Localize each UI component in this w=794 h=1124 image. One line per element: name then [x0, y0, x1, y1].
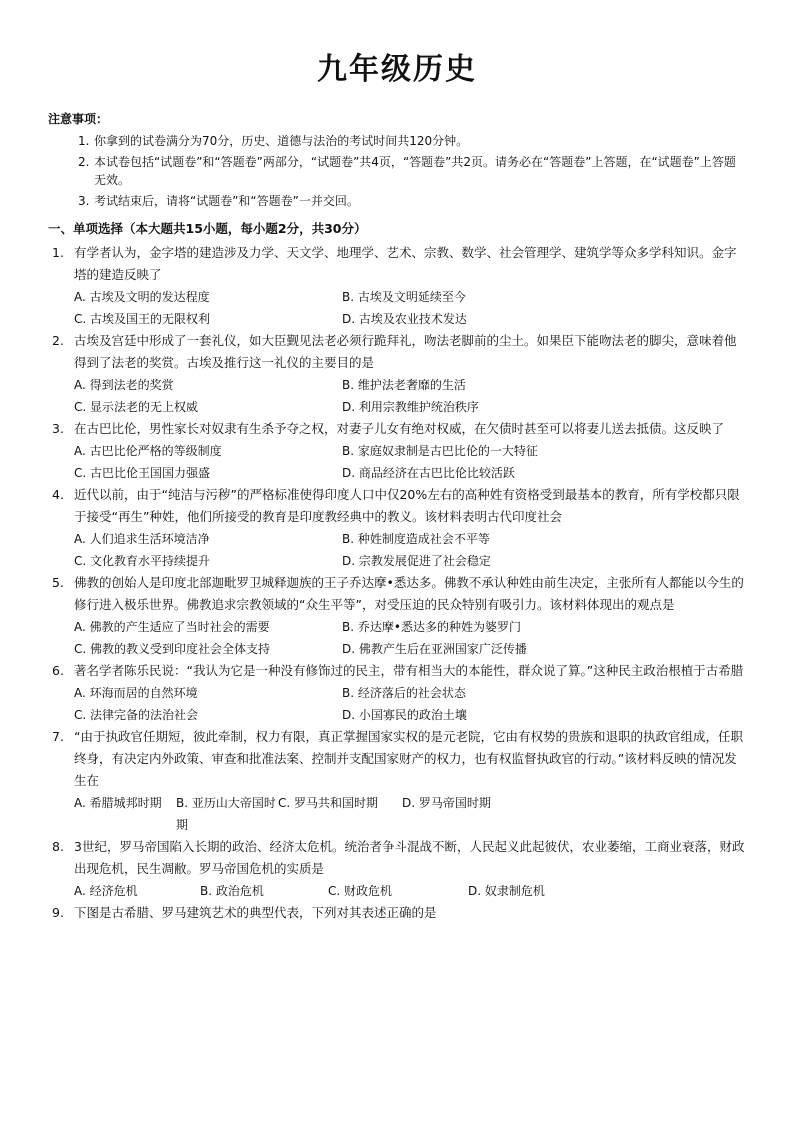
option-list [48, 616, 746, 660]
notice-item [48, 132, 746, 150]
question-stem [48, 484, 746, 528]
option-b: B. 种姓制度造成社会不平等 [342, 532, 490, 546]
option-d: D. 利用宗教维护统治秩序 [342, 400, 479, 414]
option-c: C. 罗马共和国时期 [278, 796, 379, 810]
option-a: A. 人们追求生活环境洁净 [74, 532, 210, 546]
option-b: B. 维护法老奢靡的生活 [342, 378, 466, 392]
question-number: 7. [52, 729, 64, 744]
option-a: A. 佛教的产生适应了当时社会的需要 [74, 620, 270, 634]
notice-item-number: 2. [78, 155, 90, 169]
option-d: D. 古埃及农业技术发达 [342, 312, 467, 326]
option-c: C. 显示法老的无上权威 [74, 400, 199, 414]
option-list [48, 286, 746, 330]
question-text: 3世纪，罗马帝国陷入长期的政治、经济太危机。统治者争斗混战不断，人民起义此起彼伏，农业萎缩，工商业衰落，财政出现危机，民生凋敝。罗马帝国危机的实质是 [74, 839, 745, 876]
notice-item [48, 192, 746, 210]
option-c: C. 古埃及国王的无限权利 [74, 312, 211, 326]
question-number: 9. [52, 905, 64, 920]
option-c: C. 古巴比伦王国国力强盛 [74, 466, 211, 480]
option-a: A. 古巴比伦严格的等级制度 [74, 444, 222, 458]
option-d: D. 佛教产生后在亚洲国家广泛传播 [342, 642, 527, 656]
question-5 [48, 572, 746, 660]
option-c: C. 佛教的教义受到印度社会全体支持 [74, 642, 271, 656]
question-4 [48, 484, 746, 572]
question-text: 有学者认为，金字塔的建造涉及力学、天文学、地理学、艺术、宗教、数学、社会管理学、建筑学等众多学科知识。金字塔的建造反映了 [74, 245, 737, 282]
option-d: D. 小国寡民的政治土壤 [342, 708, 467, 722]
question-1 [48, 242, 746, 330]
notice-heading: 注意事项： [48, 112, 109, 126]
option-list [48, 528, 746, 572]
question-text: 近代以前，由于“纯洁与污秽”的严格标准使得印度人口中仅20%左右的高种姓有资格受到最基本的教育，所有学校都只限于接受“再生”种姓，他们所接受的教育是印度教经典中的教义。该材料表明古代印度社会 [74, 487, 740, 524]
question-text: 著名学者陈乐民说：“我认为它是一种没有修饰过的民主，带有相当大的本能性，群众说了算。”这种民主政治根植于古希腊 [74, 663, 744, 678]
page-title: 九年级历史 [317, 52, 477, 87]
question-3 [48, 418, 746, 484]
option-list [48, 682, 746, 726]
question-number: 2. [52, 333, 64, 348]
question-stem [48, 726, 746, 792]
question-2 [48, 330, 746, 418]
option-a: A. 得到法老的奖赏 [74, 378, 174, 392]
question-text: 古埃及宫廷中形成了一套礼仪，如大臣觐见法老必须行跪拜礼，吻法老脚前的尘土。如果臣下能吻法老的脚尖，意味着他得到了法老的奖赏。古埃及推行这一礼仪的主要目的是 [74, 333, 737, 370]
notice-item-number: 3. [78, 194, 90, 208]
question-text: 佛教的创始人是印度北部迦毗罗卫城释迦族的王子乔达摩•悉达多。佛教不承认种姓由前生决定，主张所有人都能以今生的修行进入极乐世界。佛教追求宗教领域的“众生平等”，对受压迫的民众特别有吸引力。该材料体现出的观点是 [74, 575, 744, 612]
option-list [48, 880, 746, 902]
option-b: B. 亚历山大帝国时期 [176, 796, 276, 832]
option-d: D. 罗马帝国时期 [402, 796, 491, 810]
option-c: C. 文化教育水平持续提升 [74, 554, 211, 568]
notice-list [48, 132, 746, 210]
option-b: B. 政治危机 [200, 884, 264, 898]
question-number: 8. [52, 839, 64, 854]
notice-item-text: 本试卷包括“试题卷”和“答题卷”两部分，“试题卷”共4页，“答题卷”共2页。请务必在“答题卷”上答题，在“试题卷”上答题无效。 [94, 155, 736, 187]
option-b: B. 经济落后的社会状态 [342, 686, 466, 700]
option-b: B. 乔达摩•悉达多的种姓为婆罗门 [342, 620, 521, 634]
option-d: D. 奴隶制危机 [468, 884, 545, 898]
question-stem [48, 836, 746, 880]
question-stem [48, 330, 746, 374]
option-a: A. 古埃及文明的发达程度 [74, 290, 210, 304]
question-stem [48, 242, 746, 286]
question-number: 3. [52, 421, 64, 436]
question-stem [48, 418, 746, 440]
question-8 [48, 836, 746, 902]
option-c: C. 法律完备的法治社会 [74, 708, 199, 722]
option-c: C. 财政危机 [328, 884, 393, 898]
question-stem [48, 572, 746, 616]
option-list [48, 374, 746, 418]
notice-item-text: 你拿到的试卷满分为70分，历史、道德与法治的考试时间共120分钟。 [94, 134, 469, 148]
question-text: “由于执政官任期短，彼此牵制，权力有限，真正掌握国家实权的是元老院，它由有权势的贵族和退职的执政官组成，任职终身，有决定内外政策、审查和批准法案、控制并支配国家财产的权力，也有权监督执政官的行动。”该材料反映的情况发生在 [74, 729, 743, 788]
option-d: D. 商品经济在古巴比伦比较活跃 [342, 466, 515, 480]
option-b: B. 家庭奴隶制是古巴比伦的一大特征 [342, 444, 538, 458]
option-a: A. 经济危机 [74, 884, 138, 898]
section-heading: 一、单项选择（本大题共15小题，每小题2分，共30分） [48, 221, 367, 236]
question-7 [48, 726, 746, 836]
option-list [48, 440, 746, 484]
question-stem [48, 902, 746, 924]
question-number: 1. [52, 245, 64, 260]
notice-item [48, 153, 746, 189]
question-6 [48, 660, 746, 726]
question-9 [48, 902, 746, 924]
notice-item-text: 考试结束后，请将“试题卷”和“答题卷”一并交回。 [94, 194, 359, 208]
question-number: 5. [52, 575, 64, 590]
notice-item-number: 1. [78, 134, 90, 148]
option-list [48, 792, 746, 836]
option-a: A. 环海而居的自然环境 [74, 686, 198, 700]
option-b: B. 古埃及文明延续至今 [342, 290, 466, 304]
question-number: 6. [52, 663, 64, 678]
question-number: 4. [52, 487, 64, 502]
question-text: 在古巴比伦，男性家长对奴隶有生杀予夺之权，对妻子儿女有绝对权威，在欠债时甚至可以将妻儿送去抵债。这反映了 [74, 421, 725, 436]
question-stem [48, 660, 746, 682]
option-a: A. 希腊城邦时期 [74, 796, 162, 810]
question-text: 下图是古希腊、罗马建筑艺术的典型代表，下列对其表述正确的是 [74, 905, 437, 920]
option-d: D. 宗教发展促进了社会稳定 [342, 554, 491, 568]
